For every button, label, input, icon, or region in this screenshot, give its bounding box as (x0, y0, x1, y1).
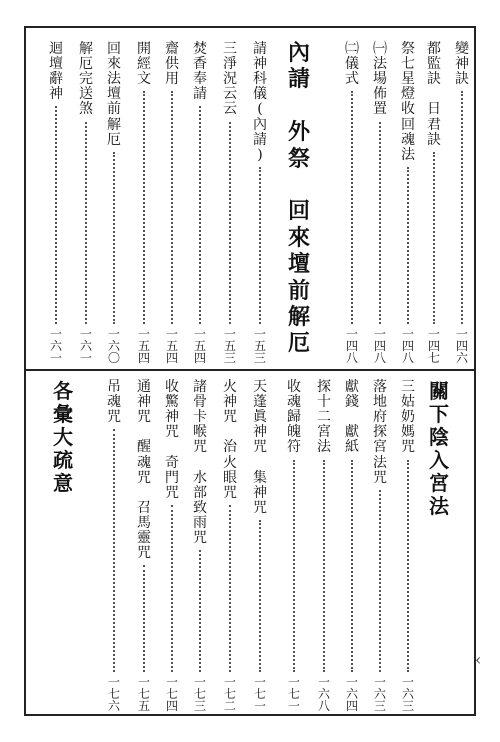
top-entry (452, 42, 472, 364)
top-entry-title: 變 神 訣 (455, 41, 469, 88)
section-heading-bottom-left: 各 彙 大 疏 意 (53, 379, 73, 495)
dot-leader (113, 152, 115, 324)
dot-leader (171, 505, 173, 672)
top-entry-title: 都 監 訣 日 君 訣 (427, 41, 441, 148)
dot-leader (143, 91, 145, 324)
top-entry-title: ㈠ 法 場 佈 置 (373, 41, 387, 118)
bottom-entry (190, 380, 210, 712)
section-heading-right: 關 下 陰 入 宮 法 (429, 379, 449, 518)
top-entry-page: 一 四 八 (373, 327, 386, 365)
bottom-entry-page: 一 七 一 (253, 675, 266, 713)
dot-leader (351, 460, 353, 672)
bottom-entry-page: 一 七 三 (193, 675, 206, 713)
top-entry (424, 42, 444, 364)
top-entry-title: 開 經 文 (137, 41, 151, 88)
bottom-entry (370, 380, 390, 712)
bottom-entry-page: 一 六 三 (373, 675, 386, 713)
top-entry (370, 42, 390, 364)
dot-leader (461, 91, 463, 324)
bottom-entry (342, 380, 362, 712)
bottom-entry (398, 380, 418, 712)
top-entry-title: 焚 香 奉 請 (193, 41, 207, 103)
bottom-entry-page: 一 七 一 (287, 675, 300, 713)
bottom-entry-page: 一 七 五 (137, 675, 150, 713)
bottom-entry-page: 一 七 六 (107, 675, 120, 713)
bottom-entry (284, 380, 304, 712)
bottom-entry-title: 收 魂 歸 魄 符 (287, 379, 301, 456)
bottom-entry-title: 天 蓬 眞 神 咒 集 神 咒 (253, 379, 267, 516)
top-entry (46, 42, 66, 364)
top-entry-title: 回 來 法 壇 前 解 厄 (107, 41, 121, 148)
dot-leader (407, 167, 409, 324)
bottom-entry (134, 380, 154, 712)
bottom-entry (162, 380, 182, 712)
section-heading-top: 內 請 外 祭 回 來 壇 前 解 厄 (287, 40, 310, 357)
top-entry (134, 42, 154, 364)
bottom-entry-title: 三 姑 奶 媽 咒 (401, 379, 415, 456)
bottom-entry (314, 380, 334, 712)
top-entry-page: 一 四 六 (455, 327, 468, 365)
top-entry-title: 請 神 科 儀 ( 內 請 ) (253, 41, 267, 163)
dot-leader (379, 122, 381, 324)
bottom-entry-page: 一 六 三 (401, 675, 414, 713)
dot-leader (113, 429, 115, 672)
top-entry-page: 一 四 八 (345, 327, 358, 365)
top-entry-page: 一 四 八 (401, 327, 414, 365)
top-entry-title: 迴 壇 辭 神 (49, 41, 63, 103)
top-entry-page: 一 六 一 (49, 327, 62, 365)
bottom-entry-title: 吊 魂 咒 (107, 379, 121, 426)
dot-leader (407, 460, 409, 672)
dot-leader (293, 460, 295, 672)
dot-leader (199, 106, 201, 324)
top-entry-title: 解 厄 完 送 煞 (79, 41, 93, 118)
top-entry (250, 42, 270, 364)
bottom-entry-title: 火 神 咒 治 火 眼 咒 (223, 379, 237, 501)
bottom-entry-title: 獻 錢 獻 紙 (345, 379, 359, 456)
bottom-entry-title: 通 神 咒 醒 魂 咒 召 馬 靈 咒 (137, 379, 151, 562)
bottom-entry-title: 諸 骨 卡 喉 咒 水 部 致 雨 咒 (193, 379, 207, 547)
top-entry (104, 42, 124, 364)
section-divider (24, 369, 476, 371)
dot-leader (229, 122, 231, 324)
top-entry (190, 42, 210, 364)
bottom-entry-title: 收 驚 神 咒 奇 門 咒 (165, 379, 179, 501)
top-entry-page: 一 五 四 (165, 327, 178, 365)
edge-mark: ‹ (475, 650, 482, 669)
dot-leader (171, 91, 173, 324)
dot-leader (55, 106, 57, 324)
bottom-entry-title: 探 十 二 宮 法 (317, 379, 331, 456)
dot-leader (85, 122, 87, 324)
top-entry (220, 42, 240, 364)
dot-leader (259, 520, 261, 672)
bottom-entry (220, 380, 240, 712)
top-entry (398, 42, 418, 364)
bottom-entry-page: 一 七 二 (223, 675, 236, 713)
top-entry-page: 一 四 七 (427, 327, 440, 365)
dot-leader (379, 490, 381, 672)
dot-leader (351, 91, 353, 324)
top-entry (76, 42, 96, 364)
bottom-entry-title: 落 地 府 探 宮 法 咒 (373, 379, 387, 486)
bottom-entry (104, 380, 124, 712)
top-entry-page: 一 五 四 (193, 327, 206, 365)
bottom-entry-page: 一 六 四 (345, 675, 358, 713)
bottom-entry-page: 一 六 八 (317, 675, 330, 713)
bottom-entry-page: 一 七 四 (165, 675, 178, 713)
top-entry-page: 一 五 四 (137, 327, 150, 365)
dot-leader (259, 167, 261, 324)
dot-leader (229, 505, 231, 672)
top-entry-page: 一 六 一 (79, 327, 92, 365)
top-entry-page: 一 六 〇 (107, 327, 120, 365)
dot-leader (143, 565, 145, 672)
top-entry-title: 三 淨 況 云 云 (223, 41, 237, 118)
dot-leader (199, 550, 201, 672)
top-entry-page: 一 五 三 (223, 327, 236, 365)
top-entry-title: ㈡ 儀 式 (345, 41, 359, 88)
bottom-entry (250, 380, 270, 712)
top-entry-title: 祭 七 星 燈 收 回 魂 法 (401, 41, 415, 163)
dot-leader (433, 152, 435, 324)
dot-leader (323, 460, 325, 672)
top-entry (342, 42, 362, 364)
top-entry-title: 齋 供 用 (165, 41, 179, 88)
top-entry (162, 42, 182, 364)
top-entry-page: 一 五 三 (253, 327, 266, 365)
